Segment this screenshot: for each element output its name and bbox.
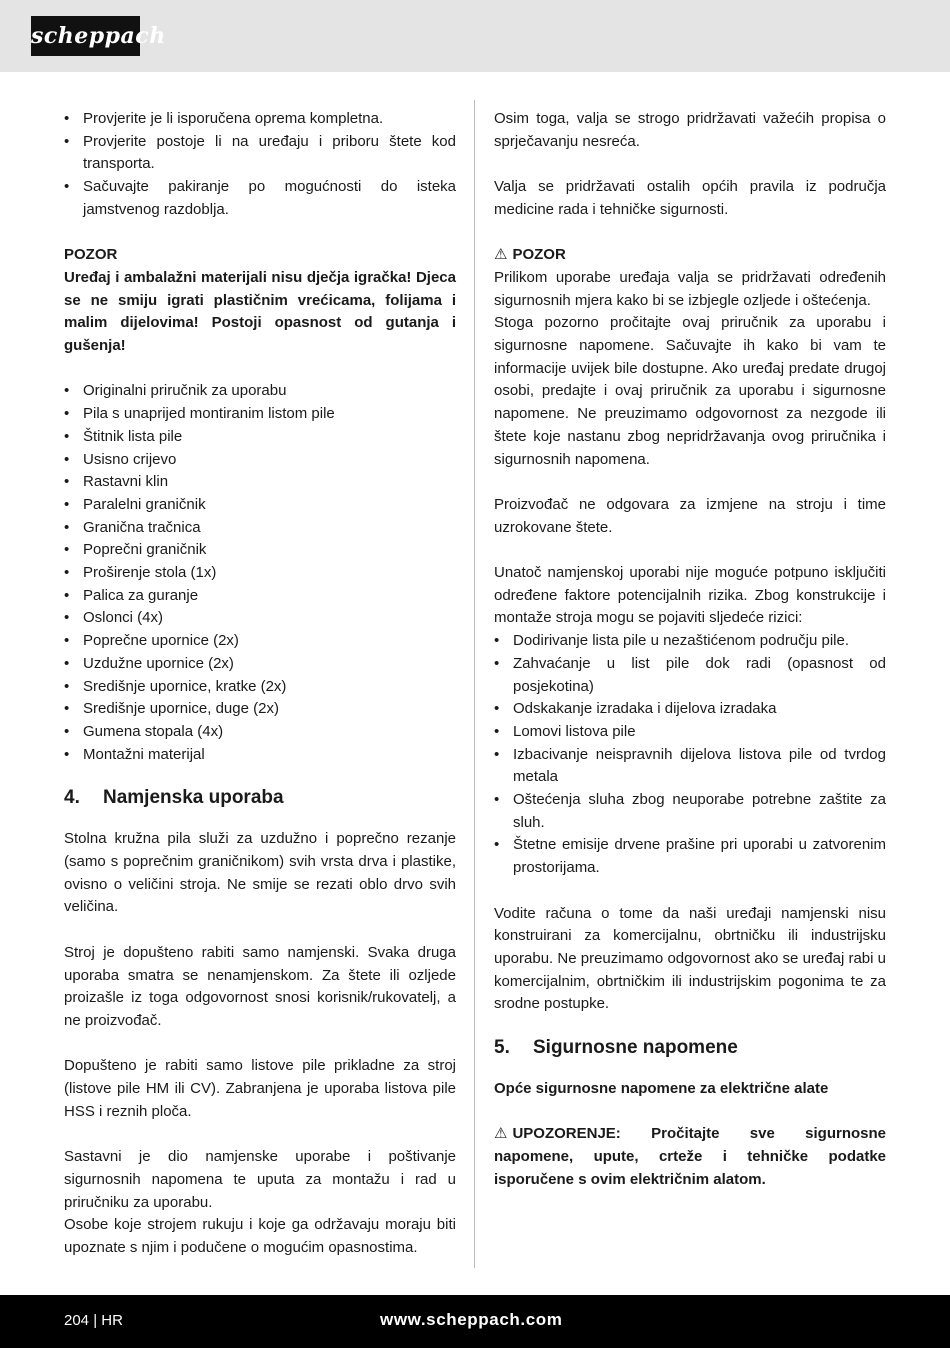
paragraph: Vodite računa o tome da naši uređaji namjenski nisu konstruirani za komercijalnu, obrtničku ili industrijsku uporabu. Ne preuzimamo odgovornost ako se uređaj rabi u komercijalnim, obrtničkim ili industrijskim pogonima te za srodne postupke. <box>494 904 886 1013</box>
paragraph: Prilikom uporabe uređaja valja se pridržavati određenih sigurnosnih mjera kako bi se izbjegle ozljede i oštećenja. <box>494 268 886 309</box>
list-item: • Štitnik lista pile <box>64 426 456 449</box>
list-item: • Rastavni klin <box>64 471 456 494</box>
list-item: • Štetne emisije drvene prašine pri uporabi u zatvorenim prostorijama. <box>494 834 886 879</box>
list-item: • Lomovi listova pile <box>494 721 886 744</box>
page-header <box>0 0 950 72</box>
list-item: • Dodirivanje lista pile u nezaštićenom području pile. <box>494 630 886 653</box>
list-item: • Središnje upornice, duge (2x) <box>64 698 456 721</box>
paragraph: Valja se pridržavati ostalih općih pravila iz područja medicine rada i tehničke sigurnosti. <box>494 178 886 218</box>
list-item: • Zahvaćanje u list pile dok radi (opasnost od posjekotina) <box>494 653 886 698</box>
section-5-heading <box>494 1032 886 1064</box>
list-item: • Poprečni graničnik <box>64 539 456 562</box>
paragraph: Unatoč namjenskoj uporabi nije moguće potpuno isključiti određene faktore potencijalnih rizika. Zbog konstrukcije i montaže stroja mogu se pojaviti sljedeće rizici: <box>494 564 886 627</box>
list-item: • Granična tračnica <box>64 517 456 540</box>
list-item: • Provjerite postoje li na uređaju i priboru štete kod transporta. <box>64 131 456 176</box>
section-title: Namjenska uporaba <box>103 787 284 809</box>
paragraph: Stolna kružna pila služi za uzdužno i poprečno rezanje (samo s poprečnim graničnikom) svih vrsta drva i plastike, ovisno o veličini stroja. Ne smije se rezati oblo drvo svih veličina. <box>64 830 456 916</box>
list-item: • Izbacivanje neispravnih dijelova listova pile od tvrdog metala <box>494 744 886 789</box>
section-number: 5. <box>494 1037 510 1059</box>
list-item: • Montažni materijal <box>64 744 456 767</box>
paragraph: Sastavni je dio namjenske uporabe i poštivanje sigurnosnih napomena te uputa za montažu i rad u priručniku za uporabu. <box>64 1148 456 1211</box>
pozor-title: POZOR <box>64 246 118 264</box>
website-link[interactable]: www.scheppach.com <box>380 1310 563 1329</box>
list-item: • Palica za guranje <box>64 585 456 608</box>
right-column <box>494 108 886 1192</box>
page-number: 204 | HR <box>64 1312 123 1329</box>
warning-paragraph <box>494 1123 886 1191</box>
section-title: Sigurnosne napomene <box>533 1037 738 1059</box>
list-item: • Uzdužne upornice (2x) <box>64 653 456 676</box>
list-item: • Središnje upornice, kratke (2x) <box>64 676 456 699</box>
list-item: • Provjerite je li isporučena oprema kompletna. <box>64 108 456 131</box>
pozor-text: Uređaj i ambalažni materijali nisu dječja igračka! Djeca se ne smiju igrati plastičnim vrećicama, folijama i malim dijelovima! Postoji opasnost od gutanja i gušenja! <box>64 268 456 355</box>
list-item: • Usisno crijevo <box>64 449 456 472</box>
risk-list <box>494 630 886 880</box>
left-column <box>64 108 456 1260</box>
pozor-title <box>494 244 886 267</box>
list-item: • Paralelni graničnik <box>64 494 456 517</box>
paragraph: Osobe koje strojem rukuju i koje ga održavaju moraju biti upoznate s njim i podučene o mogućim opasnostima. <box>64 1216 456 1256</box>
list-item: • Oštećenja sluha zbog neuporabe potrebne zaštite za sluh. <box>494 789 886 834</box>
list-item: • Sačuvajte pakiranje po mogućnosti do isteka jamstvenog razdoblja. <box>64 176 456 221</box>
section-number: 4. <box>64 787 80 809</box>
list-item: • Originalni priručnik za uporabu <box>64 380 456 403</box>
list-item: • Pila s unaprijed montiranim listom pile <box>64 403 456 426</box>
list-item: • Proširenje stola (1x) <box>64 562 456 585</box>
list-item: • Odskakanje izradaka i dijelova izradaka <box>494 698 886 721</box>
warning-triangle-icon: ⚠ <box>494 1125 508 1143</box>
column-divider <box>474 100 475 1268</box>
paragraph: Stoga pozorno pročitajte ovaj priručnik za uporabu i sigurnosne napomene. Sačuvajte ih kako bi vam te informacije uvijek bile dostupne. Ako uređaj predate drugoj osobi, predajte i ovaj priručnik za uporabu i sigurnosne napomene. Ne preuzimamo odgovornost za nezgode ili štete koje nastanu zbog nepridržavanja ovog priručnika i sigurnosnih napomena. <box>494 314 886 468</box>
warning-triangle-icon: ⚠ <box>494 246 508 264</box>
list-item: • Gumena stopala (4x) <box>64 721 456 744</box>
delivery-contents-list <box>64 380 456 766</box>
warning-text: UPOZORENJE: Pročitajte sve sigurnosne napomene, upute, crteže i tehničke podatke isporučene s ovim električnim alatom. <box>494 1125 886 1188</box>
paragraph: Proizvođač ne odgovara za izmjene na stroju i time uzrokovane štete. <box>494 495 886 536</box>
scheppach-logo: scheppach <box>31 16 140 56</box>
section-4-heading <box>64 782 456 814</box>
subheading: Opće sigurnosne napomene za električne alate <box>494 1080 829 1098</box>
paragraph: Stroj je dopušteno rabiti samo namjenski. Svaka druga uporaba smatra se nenamjenskom. Za štete ili ozljede proizašle iz toga odgovornost snosi korisnik/rukovatelj, a ne proizvođač. <box>64 943 456 1029</box>
pozor-label: POZOR <box>512 246 566 264</box>
paragraph: Osim toga, valja se strogo pridržavati važećih propisa o sprječavanju nesreća. <box>494 110 886 150</box>
check-list <box>64 108 456 222</box>
list-item: • Oslonci (4x) <box>64 607 456 630</box>
page-footer <box>0 1295 950 1348</box>
list-item: • Poprečne upornice (2x) <box>64 630 456 653</box>
paragraph: Dopušteno je rabiti samo listove pile prikladne za stroj (listove pile HM ili CV). Zabranjena je uporaba listova pile HSS i reznih ploča. <box>64 1057 456 1120</box>
